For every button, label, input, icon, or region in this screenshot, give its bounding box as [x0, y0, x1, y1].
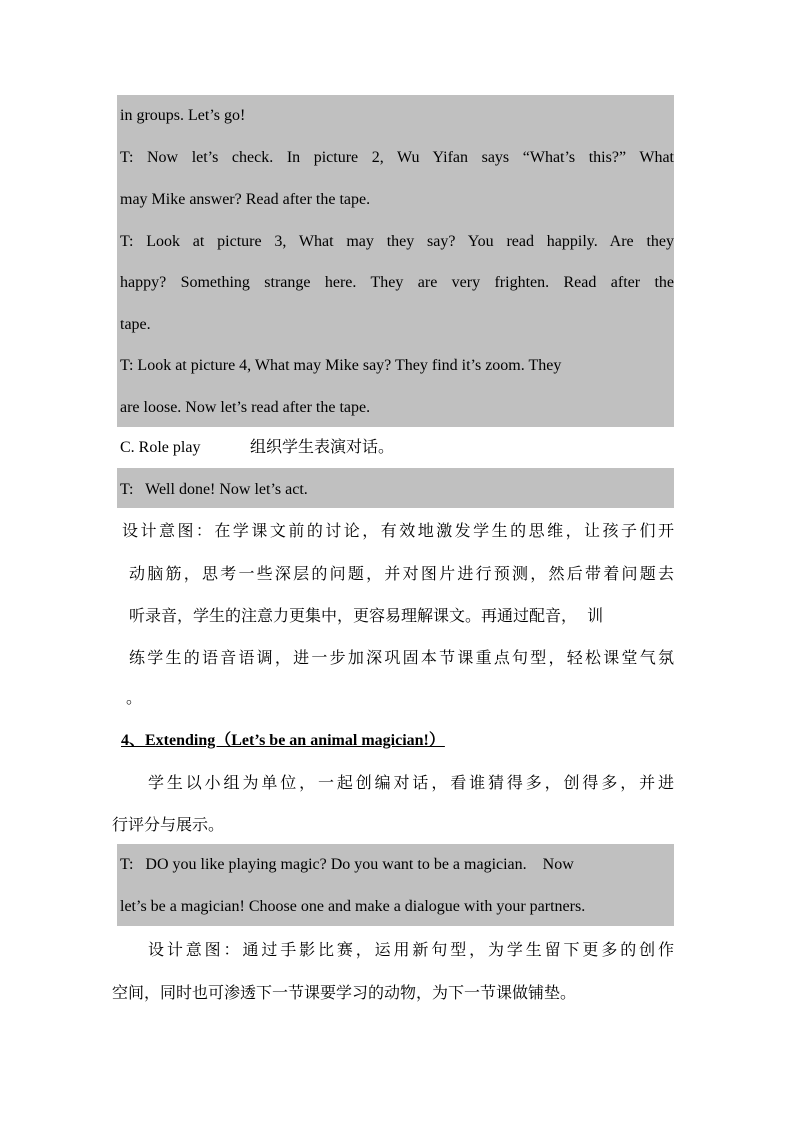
design-intent-1-line-5: 。: [126, 688, 143, 707]
dialogue-line-7: T: Look at picture 4, What may Mike say? They find it’s zoom. They: [120, 357, 562, 374]
design-intent-1-line-4: 练学生的语音语调，进一步加深巩固本节课重点句型，轻松课堂气氛: [129, 648, 674, 667]
role-play-label: C. Role play: [120, 439, 201, 456]
extending-paragraph-line-1: 学生以小组为单位，一起创编对话，看谁猜得多，创得多，并进: [148, 773, 674, 792]
design-intent-1-line-2: 动脑筋，思考一些深层的问题，并对图片进行预测，然后带着问题去: [129, 564, 674, 583]
dialogue-line-8: are loose. Now let’s read after the tape.: [120, 399, 371, 416]
dialogue-line-1: in groups. Let’s go!: [120, 107, 246, 124]
design-intent-1-line-1: 设计意图：在学课文前的讨论，有效地激发学生的思维，让孩子们开: [122, 521, 674, 540]
extending-teacher-line-1: T: DO you like playing magic? Do you want to be a magician. Now: [120, 856, 574, 873]
role-play-teacher-line: T: Well done! Now let’s act.: [120, 481, 308, 498]
dialogue-line-2: T: Now let’s check. In picture 2, Wu Yifan says “What’s this?” What: [120, 149, 674, 166]
dialogue-line-4: T: Look at picture 3, What may they say? You read happily. Are they: [120, 233, 674, 250]
dialogue-box: [117, 95, 674, 427]
role-play-note: 组织学生表演对话。: [250, 437, 395, 456]
design-intent-2-line-1: 设计意图：通过手影比赛，运用新句型，为学生留下更多的创作: [148, 940, 674, 959]
dialogue-line-6: tape.: [120, 316, 151, 333]
extending-heading: 4、Extending（Let’s be an animal magician!）: [121, 732, 445, 749]
dialogue-line-3: may Mike answer? Read after the tape.: [120, 191, 371, 208]
dialogue-line-5: happy? Something strange here. They are very frighten. Read after the: [120, 274, 674, 291]
extending-teacher-line-2: let’s be a magician! Choose one and make a dialogue with your partners.: [120, 898, 586, 915]
design-intent-2-line-2: 空间，同时也可渗透下一节课要学习的动物，为下一节课做铺垫。: [112, 983, 577, 1002]
design-intent-1-line-3: 听录音，学生的注意力更集中，更容易理解课文。再通过配音， 训: [129, 606, 604, 625]
extending-paragraph-line-2: 行评分与展示。: [112, 815, 225, 834]
